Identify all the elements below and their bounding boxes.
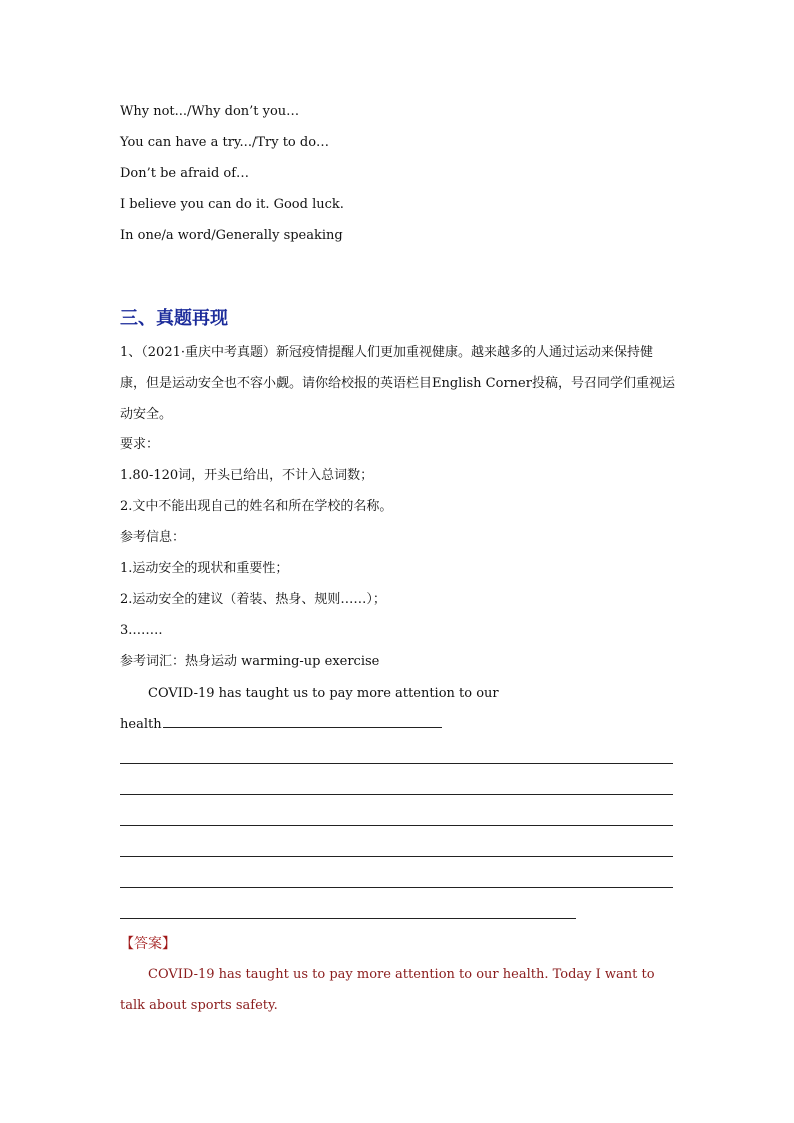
- question-prompt: 1、（2021·重庆中考真题）新冠疫情提醒人们更加重视健康。越来越多的人通过运动来保持健康，但是运动安全也不容小觑。请你给校报的英语栏目English Corner投稿，号召同学们重视运动安全。: [120, 345, 675, 422]
- essay-opening-continuation: [120, 717, 442, 733]
- answer-text: COVID-19 has taught us to pay more attention to our health. Today I want to talk about sports safety.: [120, 967, 655, 1013]
- reference-label: 参考信息：: [120, 530, 186, 545]
- essay-opening: COVID-19 has taught us to pay more attention to our: [148, 686, 499, 701]
- requirement-item: 1.80-120词，开头已给出，不计入总词数；: [120, 468, 374, 483]
- reference-item: 1.运动安全的现状和重要性；: [120, 561, 289, 576]
- phrase-line: You can have a try.../Try to do…: [120, 135, 330, 150]
- section-heading: 三、真题再现: [120, 308, 228, 329]
- answer-label: 【答案】: [120, 936, 176, 952]
- phrase-line: I believe you can do it. Good luck.: [120, 197, 344, 212]
- writing-line[interactable]: [163, 727, 442, 728]
- phrase-line: In one/a word/Generally speaking: [120, 228, 343, 243]
- requirements-label: 要求：: [120, 437, 160, 452]
- reference-item: 3.…….: [120, 623, 163, 638]
- phrase-line: Why not.../Why don’t you…: [120, 104, 300, 119]
- writing-line[interactable]: [120, 825, 673, 826]
- phrase-line: Don’t be afraid of…: [120, 166, 250, 181]
- writing-line[interactable]: [120, 918, 576, 919]
- writing-line[interactable]: [120, 856, 673, 857]
- writing-line[interactable]: [120, 794, 673, 795]
- writing-line[interactable]: [120, 887, 673, 888]
- writing-line[interactable]: [120, 763, 673, 764]
- essay-opening-word: health: [120, 717, 162, 732]
- vocab-hint: 参考词汇：热身运动 warming-up exercise: [120, 654, 380, 669]
- requirement-item: 2.文中不能出现自己的姓名和所在学校的名称。: [120, 499, 393, 514]
- reference-item: 2.运动安全的建议（着装、热身、规则……）；: [120, 592, 386, 607]
